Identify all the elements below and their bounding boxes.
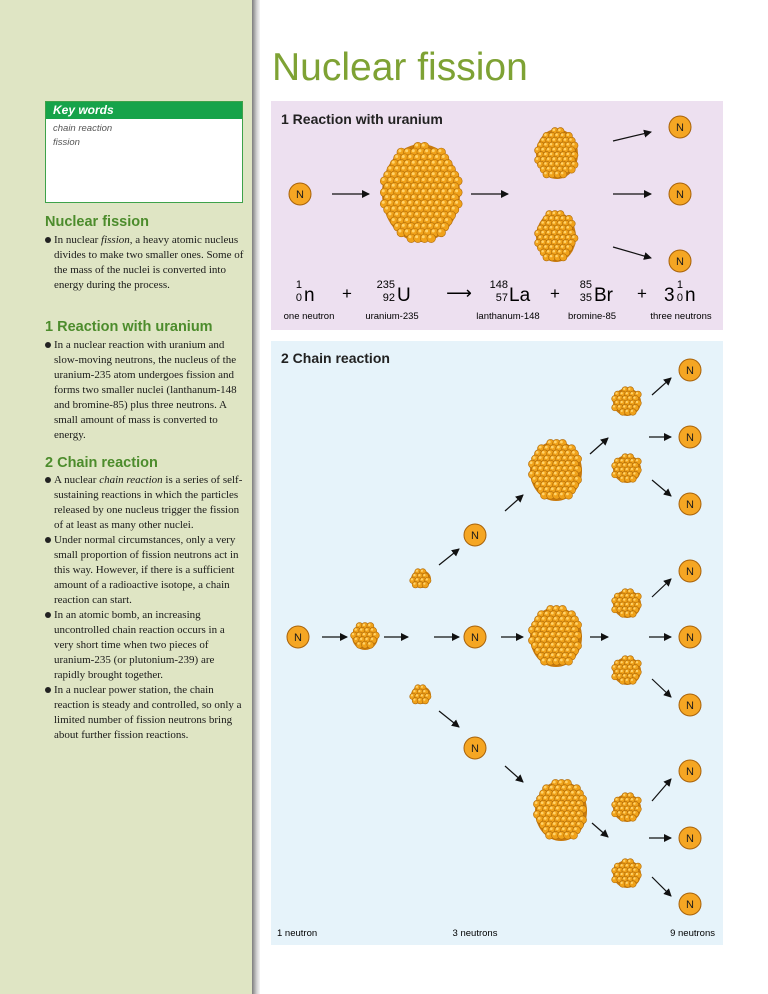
neutron (464, 737, 486, 759)
neutron (679, 493, 701, 515)
panel-title: 1 Reaction with uranium (281, 111, 443, 127)
label-one-neutron: one neutron (283, 311, 335, 322)
heading-nuclear-fission: Nuclear fission (45, 214, 149, 230)
arrow (439, 549, 459, 565)
bullets-reaction-uranium (45, 338, 245, 443)
arrow (652, 779, 671, 801)
arrow (652, 480, 671, 496)
key-words-box (45, 101, 243, 203)
uranium-reaction-diagram (271, 101, 723, 330)
neutron-label: N (471, 530, 479, 542)
key-words-list (46, 119, 242, 150)
label-3-neutrons: 3 neutrons (452, 928, 498, 939)
lanthanum-mass-number: 148 (489, 279, 508, 291)
bullet-item: Under normal circumstances, only a very small proportion of fission neutrons act in this way. However, if there is a sufficient amount of a radioactive isotope, a chain reaction can start. (45, 533, 245, 608)
neutron-label: N (686, 432, 694, 444)
nucleus (612, 454, 642, 483)
nucleus (410, 569, 431, 588)
plus-sign: + (550, 284, 560, 303)
arrow (652, 877, 671, 896)
neutron-label: N (686, 499, 694, 511)
bromine-atomic-number: 35 (579, 292, 592, 304)
nucleus (612, 589, 642, 618)
fission-equation (296, 279, 696, 306)
nucleus (380, 142, 462, 242)
neutron-label: N (471, 632, 479, 644)
neutron (289, 183, 311, 205)
neutron-label: N (676, 189, 684, 201)
neutron-mass-number: 1 (295, 279, 302, 291)
neutron (679, 560, 701, 582)
neutron-label: N (676, 256, 684, 268)
bromine-symbol: Br (594, 285, 613, 306)
neutron (679, 827, 701, 849)
nucleus (535, 211, 578, 262)
equation-labels (284, 311, 712, 322)
neutron (669, 183, 691, 205)
nucleus (535, 128, 578, 179)
arrow (613, 132, 651, 141)
arrow (590, 438, 608, 454)
heading-chain-reaction: 2 Chain reaction (45, 455, 158, 471)
neutron-label: N (686, 566, 694, 578)
neutron-label: N (294, 632, 302, 644)
panel-title: 2 Chain reaction (281, 350, 390, 366)
neutron-label: N (686, 700, 694, 712)
arrow (652, 378, 671, 395)
label-1-neutron: 1 neutron (277, 928, 318, 939)
neutron-mass-number: 1 (676, 279, 683, 291)
label-bromine-85: bromine-85 (567, 311, 617, 322)
nucleus (410, 685, 431, 704)
plus-sign: + (637, 284, 647, 303)
neutron-label: N (686, 766, 694, 778)
chain-reaction-diagram (271, 341, 723, 945)
neutron (464, 626, 486, 648)
reaction-arrow: ⟶ (446, 283, 472, 303)
neutron (679, 694, 701, 716)
neutron-coefficient: 3 (664, 285, 675, 306)
neutron-label: N (296, 189, 304, 201)
bullets-nuclear-fission (45, 233, 245, 293)
uranium-reaction-panel (271, 101, 723, 330)
neutron-label: N (471, 743, 479, 755)
uranium-mass-number: 235 (376, 279, 395, 291)
page-spine (252, 0, 260, 994)
bullets-chain-reaction (45, 473, 245, 743)
uranium-symbol: U (397, 285, 411, 306)
label-lanthanum-148: lanthanum-148 (476, 311, 540, 322)
page-title: Nuclear fission (272, 46, 528, 89)
key-word-item: fission (53, 137, 80, 148)
neutron (669, 116, 691, 138)
key-word-item: chain reaction (53, 123, 113, 134)
chain-reaction-panel (271, 341, 723, 945)
lanthanum-atomic-number: 57 (495, 292, 508, 304)
neutron-symbol: n (685, 285, 696, 306)
neutron (287, 626, 309, 648)
neutron-label: N (686, 632, 694, 644)
neutron (679, 893, 701, 915)
lanthanum-symbol: La (509, 285, 531, 306)
nucleus (528, 439, 582, 501)
nucleus (351, 623, 380, 650)
nucleus (612, 656, 642, 685)
neutron-atomic-number: 0 (676, 292, 683, 304)
bromine-mass-number: 85 (579, 279, 592, 291)
arrow (613, 247, 651, 258)
arrow (592, 823, 608, 837)
nucleus (528, 605, 582, 667)
plus-sign: + (342, 284, 352, 303)
neutron (679, 626, 701, 648)
nucleus (612, 387, 642, 416)
arrow (652, 579, 671, 597)
bullet-item: In an atomic bomb, an increasing uncontrolled chain reaction occurs in a very short time when two pieces of uranium-235 (or plutonium-239) are rapidly brought together. (45, 608, 245, 683)
arrow (505, 766, 523, 782)
neutron (464, 524, 486, 546)
neutron-symbol: n (304, 285, 315, 306)
neutron-label: N (686, 365, 694, 377)
key-words-heading: Key words (46, 102, 242, 119)
uranium-atomic-number: 92 (382, 292, 395, 304)
bullet-item: In nuclear fission, a heavy atomic nucleus divides to make two smaller ones. Some of the mass of the nuclei is converted into energy during the process. (45, 233, 245, 293)
neutron-label: N (686, 899, 694, 911)
neutron (679, 359, 701, 381)
neutron (679, 760, 701, 782)
nucleus (612, 859, 642, 888)
label-9-neutrons: 9 neutrons (670, 928, 715, 939)
arrow (505, 495, 523, 511)
bullet-item: In a nuclear reaction with uranium and slow-moving neutrons, the nucleus of the uranium-235 atom undergoes fission and forms two smaller nuclei (lanthanum-148 and bromine-85) plus three neutrons. A small amount of mass is converted to energy. (45, 338, 245, 443)
heading-reaction-uranium: 1 Reaction with uranium (45, 319, 213, 335)
neutron-label: N (676, 122, 684, 134)
label-three-neutrons: three neutrons (650, 311, 712, 322)
label-uranium-235: uranium-235 (365, 311, 419, 322)
arrow (652, 679, 671, 697)
nucleus (612, 793, 642, 822)
nucleus (533, 779, 587, 841)
neutron (679, 426, 701, 448)
neutron-label: N (686, 833, 694, 845)
neutron-atomic-number: 0 (295, 292, 302, 304)
arrow (439, 711, 459, 727)
bullet-item: In a nuclear power station, the chain reaction is steady and controlled, so only a limited number of fission neutrons bring about further fission reactions. (45, 683, 245, 743)
bullet-item: A nuclear chain reaction is a series of self-sustaining reactions in which the particles released by one nucleus trigger the fission of at least as many other nuclei. (45, 473, 245, 533)
neutron (669, 250, 691, 272)
